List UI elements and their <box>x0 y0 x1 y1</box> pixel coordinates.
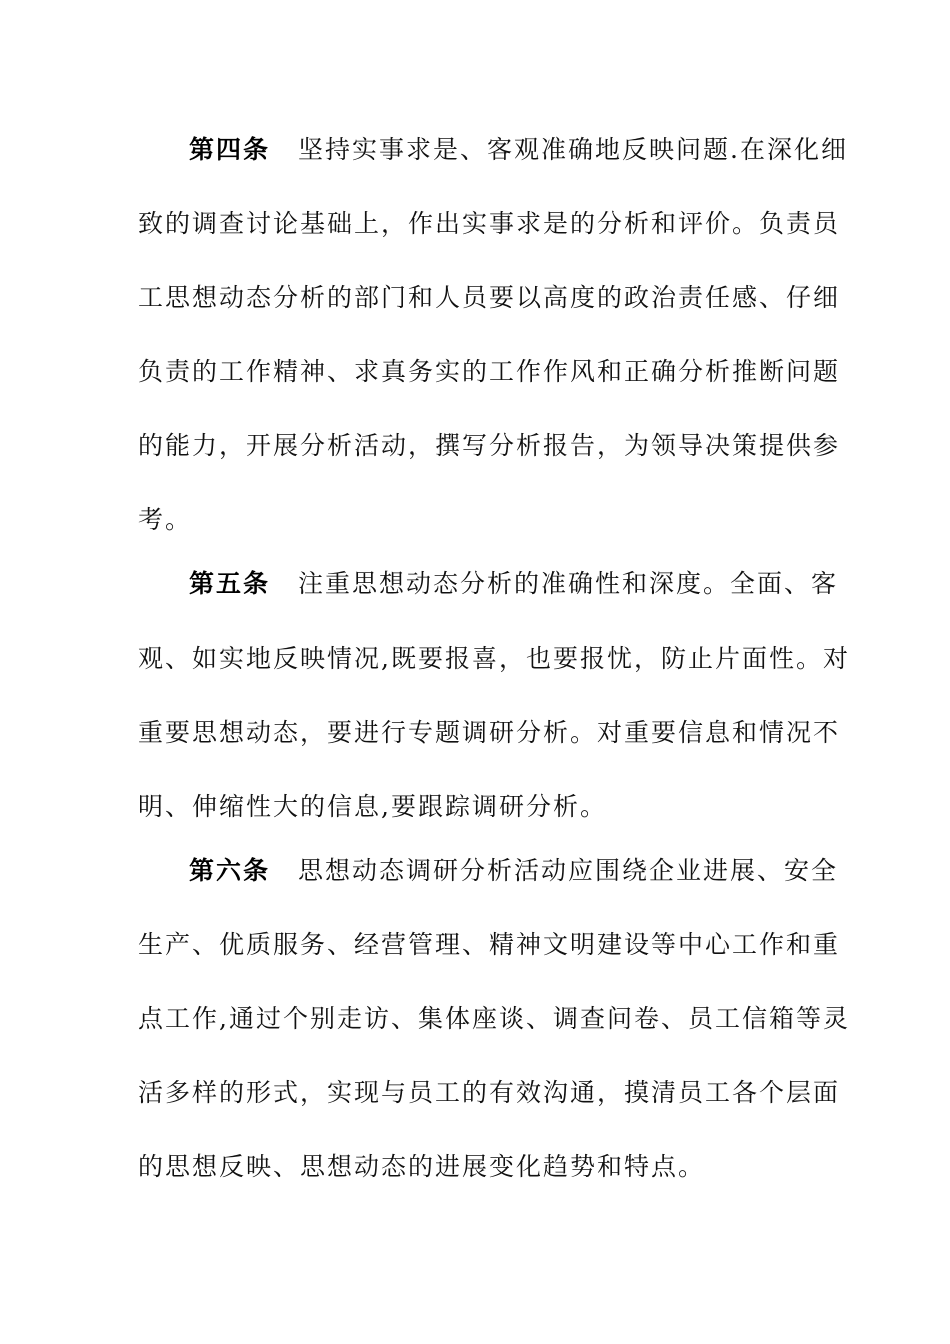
article-4-line-4: 负责的工作精神、求真务实的工作作风和正确分析推断问题 <box>138 357 841 386</box>
article-5-label: 第五条 <box>189 569 271 598</box>
article-6-text-1: 思想动态调研分析活动应围绕企业进展、安全 <box>298 856 839 885</box>
article-5-text-1: 注重思想动态分析的准确性和深度。全面、客 <box>298 569 839 598</box>
article-4-label: 第四条 <box>189 135 271 164</box>
article-4-line-2: 致的调查讨论基础上，作出实事求是的分析和评价。负责员 <box>138 209 841 238</box>
article-6-label: 第六条 <box>189 856 271 885</box>
article-4-line-6: 考。 <box>138 505 193 534</box>
article-4-line-3: 工思想动态分析的部门和人员要以高度的政治责任感、仔细 <box>138 283 841 312</box>
article-6-line-4: 活多样的形式，实现与员工的有效沟通，摸清员工各个层面 <box>138 1078 841 1107</box>
article-5-line-2: 观、如实地反映情况,既要报喜，也要报忧，防止片面性。对 <box>138 644 850 673</box>
article-4-line-1 <box>189 134 848 166</box>
article-5-line-1 <box>189 568 838 600</box>
article-4-line-5: 的能力，开展分析活动，撰写分析报告，为领导决策提供参 <box>138 431 841 460</box>
article-5-line-3: 重要思想动态，要进行专题调研分析。对重要信息和情况不 <box>138 718 841 747</box>
article-4-text-1: 坚持实事求是、客观准确地反映问题.在深化细 <box>298 135 848 164</box>
article-6-line-1 <box>189 855 838 887</box>
article-6-line-5: 的思想反映、思想动态的进展变化趋势和特点。 <box>138 1152 706 1181</box>
article-6-line-2: 生产、优质服务、经营管理、精神文明建设等中心工作和重 <box>138 930 841 959</box>
article-6-line-3: 点工作,通过个别走访、集体座谈、调查问卷、员工信箱等灵 <box>138 1004 850 1033</box>
article-5-line-4: 明、伸缩性大的信息,要跟踪调研分析。 <box>138 792 607 821</box>
